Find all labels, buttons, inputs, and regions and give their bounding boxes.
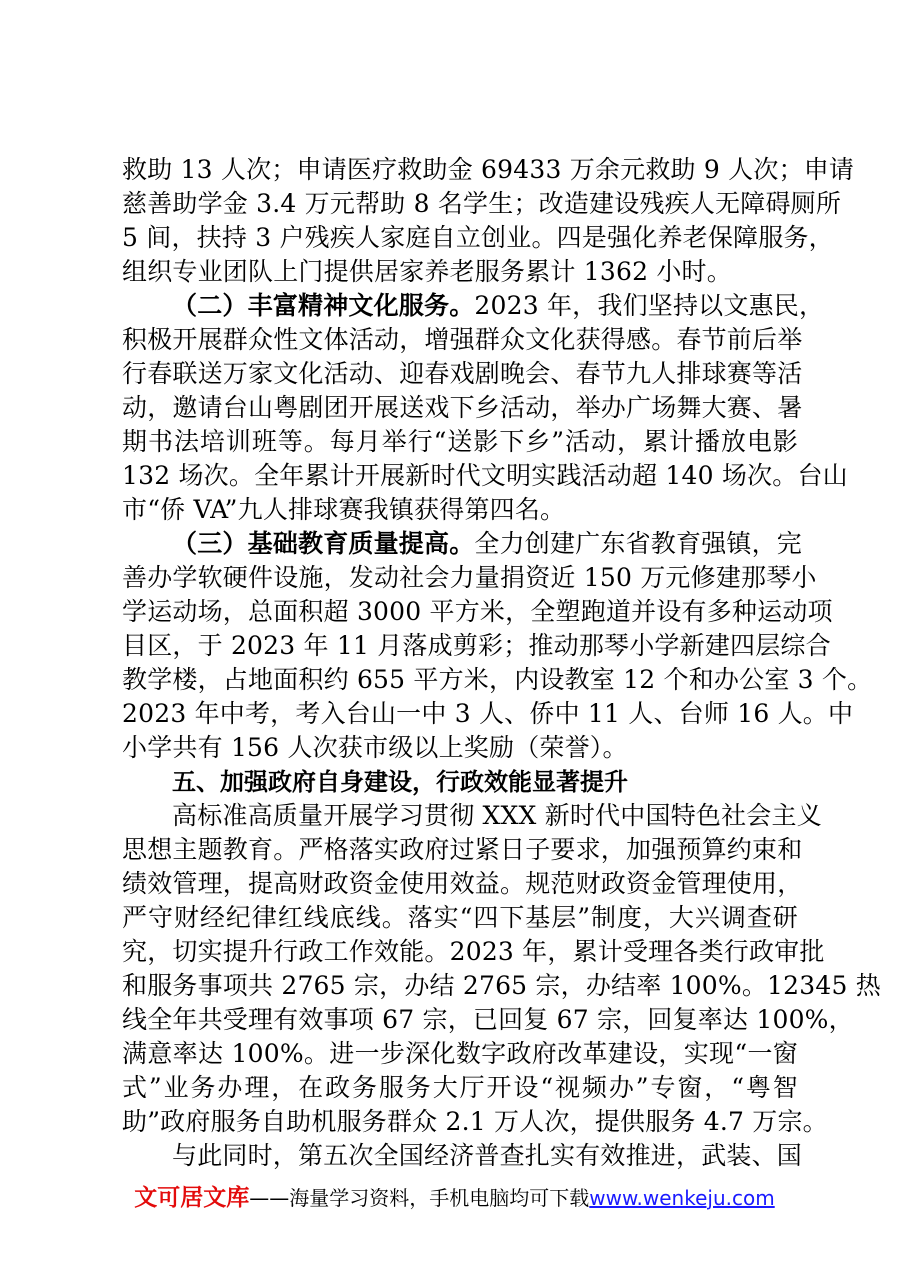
paragraph-line: 市“侨 VA”九人排球赛我镇获得第四名。 [122, 495, 566, 524]
paragraph-line: 组织专业团队上门提供居家养老服务累计 1362 小时。 [122, 257, 732, 286]
paragraph-line: 满意率达 100%。进一步深化数字政府改革建设，实现“一窗 [122, 1039, 798, 1068]
section-lead-line [172, 289, 825, 323]
paragraph-line: 小学共有 156 人次获市级以上奖励（荣誉）。 [122, 733, 628, 762]
paragraph-line: 善办学软硬件设施，发动社会力量捐资近 150 万元修建那琴小 [122, 563, 817, 592]
paragraph-line: 2023 年中考，考入台山一中 3 人、侨中 11 人、台师 16 人。中 [122, 699, 854, 728]
paragraph-line: 助”政府服务自助机服务群众 2.1 万人次，提供服务 4.7 万宗。 [122, 1107, 828, 1136]
paragraph-line: 和服务事项共 2765 宗，办结 2765 宗，办结率 100%。12345 热 [122, 971, 881, 1000]
paragraph-line: 严守财经纪律红线底线。落实“四下基层”制度，大兴调查研 [122, 903, 798, 932]
paragraph-line: 思想主题教育。严格落实政府过紧日子要求，加强预算约束和 [122, 835, 803, 864]
footer-banner [0, 1178, 909, 1218]
footer-tagline: ——海量学习资料，手机电脑均可下载 [249, 1186, 590, 1210]
paragraph-line: 式”业务办理，在政务服务大厅开设“视频办”专窗，“粤智 [122, 1073, 798, 1102]
paragraph-line: 动，邀请台山粤剧团开展送戏下乡活动，举办广场舞大赛、暑 [122, 393, 803, 422]
paragraph-line: 积极开展群众性文体活动，增强群众文化获得感。春节前后举 [122, 325, 803, 354]
paragraph-text: 2023 年，我们坚持以文惠民， [474, 291, 825, 320]
section-subheading: （三）基础教育质量提高。 [172, 529, 475, 558]
paragraph-line: 行春联送万家文化活动、迎春戏剧晚会、春节九人排球赛等活 [122, 359, 803, 388]
paragraph-line: 绩效管理，提高财政资金使用效益。规范财政资金管理使用， [122, 869, 803, 898]
paragraph-line: 线全年共受理有效事项 67 宗，已回复 67 宗，回复率达 100%， [122, 1005, 854, 1034]
paragraph-line: 教学楼，占地面积约 655 平方米，内设教室 12 个和办公室 3 个。 [122, 665, 873, 694]
paragraph-line: 132 场次。全年累计开展新时代文明实践活动超 140 场次。台山 [122, 461, 848, 490]
paragraph-line: 救助 13 人次；申请医疗救助金 69433 万余元救助 9 人次；申请 [122, 155, 855, 184]
section-lead-line [172, 527, 803, 561]
footer-brand: 文可居文库 [134, 1185, 250, 1211]
paragraph-line: 高标准高质量开展学习贯彻 XXX 新时代中国特色社会主义 [172, 801, 822, 830]
paragraph-line: 5 间，扶持 3 户残疾人家庭自立创业。四是强化养老保障服务， [122, 223, 834, 252]
paragraph-text: 全力创建广东省教育强镇，完 [474, 529, 803, 558]
paragraph-line: 究，切实提升行政工作效能。2023 年，累计受理各类行政审批 [122, 937, 825, 966]
paragraph-line: 慈善助学金 3.4 万元帮助 8 名学生；改造建设残疾人无障碍厕所 [122, 189, 842, 218]
paragraph-line: 目区，于 2023 年 11 月落成剪彩；推动那琴小学新建四层综合 [122, 631, 831, 660]
section-subheading: （二）丰富精神文化服务。 [172, 291, 475, 320]
paragraph-line: 与此同时，第五次全国经济普查扎实有效推进，武装、国 [172, 1141, 803, 1170]
paragraph-line: 期书法培训班等。每月举行“送影下乡”活动，累计播放电影 [122, 427, 798, 456]
paragraph-line: 学运动场，总面积超 3000 平方米，全塑跑道并设有多种运动项 [122, 597, 833, 626]
section-heading: 五、加强政府自身建设，行政效能显著提升 [172, 768, 628, 796]
footer-link[interactable]: www.wenkeju.com [589, 1186, 775, 1210]
